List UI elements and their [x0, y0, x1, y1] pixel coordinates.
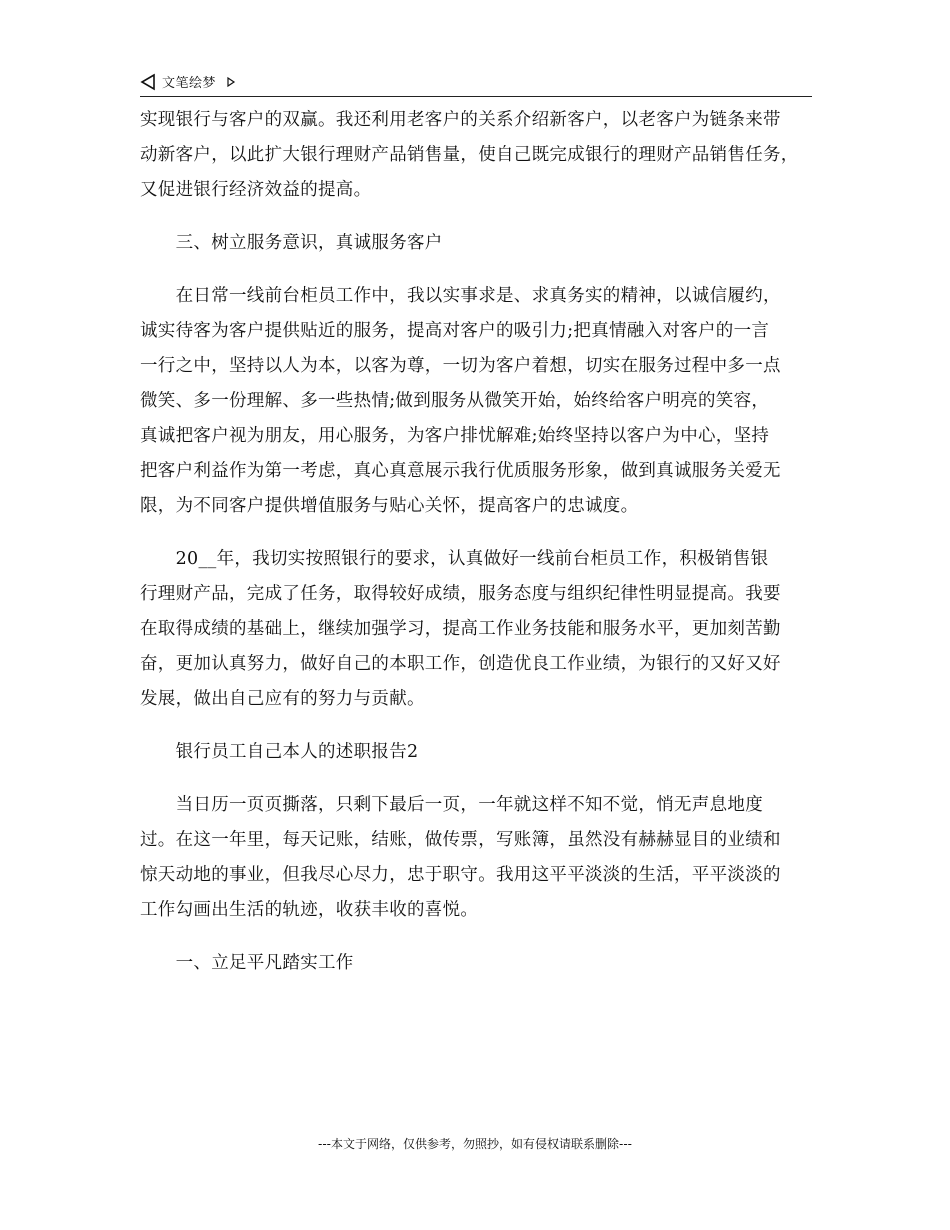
paragraph: [140, 788, 830, 928]
text-line: 在日常一线前台柜员工作中，我以实事求是、求真务实的精神，以诚信履约，: [140, 286, 781, 306]
text-line: 工作勾画出生活的轨迹，收获丰收的喜悦。: [140, 900, 479, 920]
text-line: 把客户利益作为第一考虑，真心真意展示我行优质服务形象，做到真诚服务关爱无: [140, 461, 781, 481]
paragraph: [140, 735, 830, 770]
header-brand: 文笔绘梦: [162, 76, 217, 91]
document-body: [140, 103, 830, 981]
text-line: 真诚把客户视为朋友，用心服务，为客户排忧解难;始终坚持以客户为中心，坚持: [140, 426, 770, 446]
triangle-right-icon: [226, 76, 236, 88]
text-line: 过。在这一年里，每天记账，结账，做传票，写账簿，虽然没有赫赫显目的业绩和: [140, 830, 781, 850]
text-line: 20__年，我切实按照银行的要求，认真做好一线前台柜员工作，积极销售银: [140, 549, 769, 569]
text-line: 一、立足平凡踏实工作: [140, 953, 354, 973]
footer-notice: ---本文于网络，仅供参考，勿照抄，如有侵权请联系删除---: [318, 1137, 632, 1151]
paragraph-gap: [140, 261, 830, 279]
paragraph: [140, 226, 830, 261]
header-brand-group: [140, 72, 236, 91]
text-line: 实现银行与客户的双赢。我还利用老客户的关系介绍新客户，以老客户为链条来带: [140, 110, 781, 130]
text-line: 诚实待客为客户提供贴近的服务，提高对客户的吸引力;把真情融入对客户的一言: [140, 321, 770, 341]
paragraph: [140, 542, 830, 717]
text-line: 在取得成绩的基础上，继续加强学习，提高工作业务技能和服务水平，更加刻苦勤: [140, 619, 781, 639]
text-line: 一行之中，坚持以人为本，以客为尊，一切为客户着想，切实在服务过程中多一点: [140, 356, 781, 376]
paragraph: [140, 103, 830, 208]
text-line: 三、树立服务意识，真诚服务客户: [140, 233, 443, 253]
text-line: 又促进银行经济效益的提高。: [140, 180, 372, 200]
paragraph-gap: [140, 770, 830, 788]
paragraph: [140, 946, 830, 981]
page-header: [140, 70, 812, 97]
paragraph: [140, 279, 830, 524]
text-line: 奋，更加认真努力，做好自己的本职工作，创造优良工作业绩，为银行的又好又好: [140, 654, 781, 674]
text-line: 微笑、多一份理解、多一些热情;做到服务从微笑开始，始终给客户明亮的笑容，: [140, 391, 770, 411]
paragraph-gap: [140, 524, 830, 542]
text-line: 动新客户，以此扩大银行理财产品销售量，使自己既完成银行的理财产品销售任务，: [140, 145, 799, 165]
triangle-left-icon: [140, 73, 156, 91]
text-line: 行理财产品，完成了任务，取得较好成绩，服务态度与组织纪律性明显提高。我要: [140, 584, 781, 604]
text-line: 发展，做出自己应有的努力与贡献。: [140, 689, 425, 709]
text-line: 银行员工自己本人的述职报告2: [140, 742, 419, 762]
text-line: 惊天动地的事业，但我尽心尽力，忠于职守。我用这平平淡淡的生活，平平淡淡的: [140, 865, 781, 885]
text-line: 限，为不同客户提供增值服务与贴心关怀，提高客户的忠诚度。: [140, 496, 639, 516]
text-line: 当日历一页页撕落，只剩下最后一页，一年就这样不知不觉，悄无声息地度: [140, 795, 763, 815]
paragraph-gap: [140, 717, 830, 735]
paragraph-gap: [140, 208, 830, 226]
paragraph-gap: [140, 928, 830, 946]
